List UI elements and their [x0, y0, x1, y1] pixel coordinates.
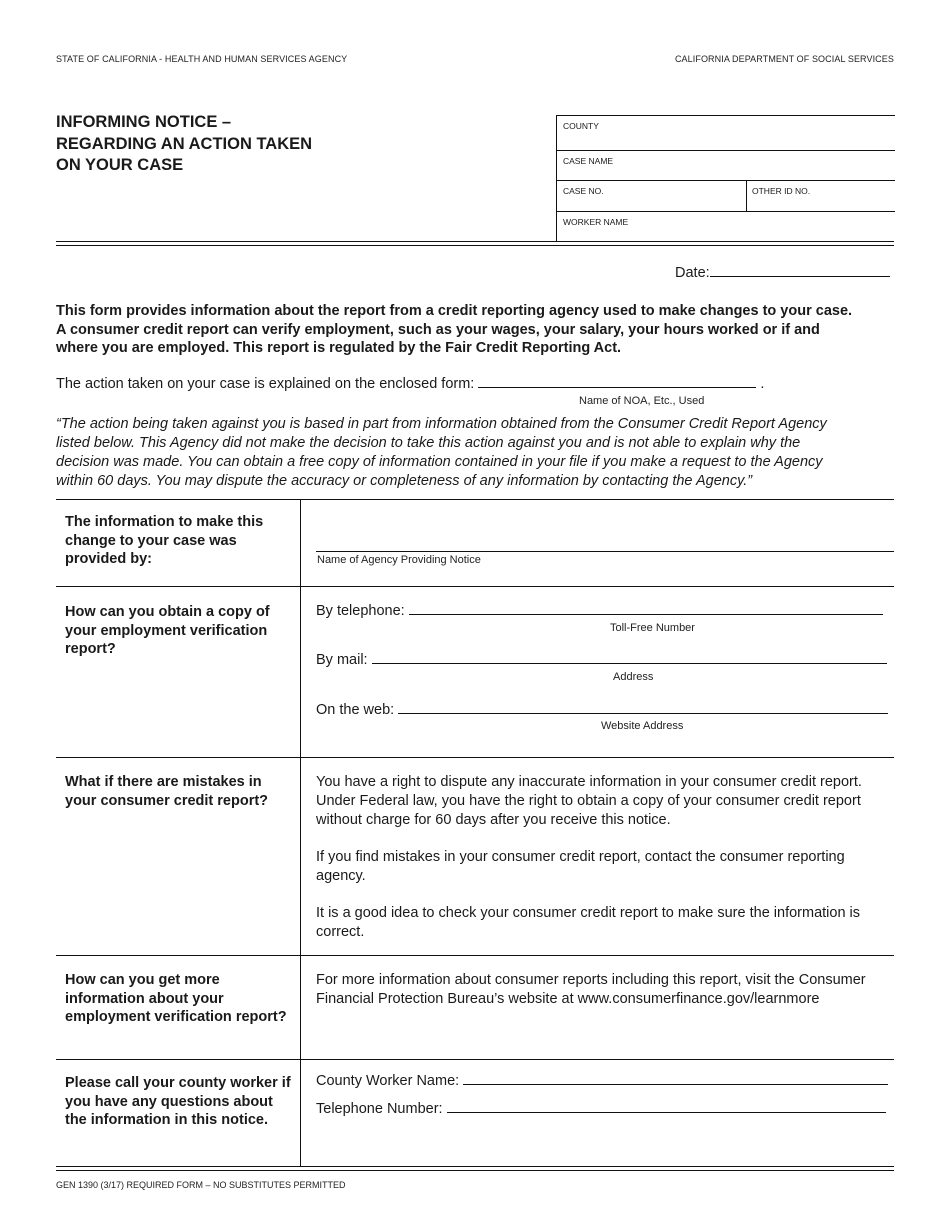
mail-line[interactable]: [372, 663, 887, 664]
row2-heading: How can you obtain a copy of your employment verification report?: [65, 604, 270, 657]
web-field[interactable]: [316, 702, 888, 718]
county-worker-line[interactable]: [463, 1084, 888, 1085]
quote-line-4: within 60 days. You may dispute the accuracy or completeness of any information by contacting the Agency.”: [56, 473, 753, 489]
header-divider: [56, 241, 894, 246]
row-divider-4: [56, 1059, 894, 1060]
agency-quote: [56, 415, 896, 491]
case-id-box: [556, 115, 895, 242]
date-label: Date:: [675, 265, 710, 281]
county-worker-field[interactable]: [316, 1073, 888, 1089]
quote-line-2: listed below. This Agency did not make the decision to take this action against you and is not able to explain why the: [56, 435, 801, 451]
row5-heading: Please call your county worker if you have any questions about the information in this notice.: [65, 1075, 291, 1128]
agency-name-caption: Name of Agency Providing Notice: [317, 554, 481, 566]
title-line-1: INFORMING NOTICE –: [56, 113, 232, 131]
county-field[interactable]: [557, 115, 895, 146]
row3-body: [316, 773, 896, 960]
web-caption: Website Address: [601, 720, 684, 732]
action-caption: Name of NOA, Etc., Used: [579, 395, 705, 407]
web-label: On the web:: [316, 702, 395, 718]
agency-left: STATE OF CALIFORNIA - HEALTH AND HUMAN SERVICES AGENCY: [56, 54, 348, 64]
table-bottom-border: [56, 1166, 894, 1171]
telephone-number-label: Telephone Number:: [316, 1101, 443, 1117]
intro-line-1: This form provides information about the report from a credit reporting agency used to make changes to your case.: [56, 303, 853, 319]
mistakes-paragraph: If you find mistakes in your consumer credit report, contact the consumer reporting agency.: [316, 849, 845, 884]
form-footer: GEN 1390 (3/17) REQUIRED FORM – NO SUBSTITUTES PERMITTED: [56, 1180, 346, 1190]
action-field[interactable]: [56, 376, 764, 392]
table-top-border: [56, 499, 894, 500]
telephone-caption: Toll-Free Number: [610, 622, 695, 634]
county-worker-label: County Worker Name:: [316, 1073, 460, 1089]
intro-paragraph: [56, 302, 896, 358]
case-name-label: CASE NAME: [563, 156, 614, 166]
telephone-number-field[interactable]: [316, 1101, 886, 1117]
web-line[interactable]: [398, 713, 888, 714]
telephone-number-line[interactable]: [447, 1112, 886, 1113]
form-title: [56, 112, 312, 177]
title-line-3: ON YOUR CASE: [56, 156, 184, 174]
date-line[interactable]: [710, 276, 890, 277]
quote-line-3: decision was made. You can obtain a free copy of information contained in your file if you make a request to the Agency: [56, 454, 823, 470]
check-paragraph: It is a good idea to check your consumer credit report to make sure the information is correct.: [316, 905, 861, 940]
telephone-field[interactable]: [316, 603, 883, 619]
quote-line-1: “The action being taken against you is based in part from information obtained from the Consumer Credit Report Agency: [56, 416, 827, 432]
telephone-label: By telephone:: [316, 603, 405, 619]
intro-line-3: where you are employed. This report is regulated by the Fair Credit Reporting Act.: [56, 340, 622, 356]
action-label: The action taken on your case is explained on the enclosed form:: [56, 376, 475, 392]
action-period: .: [760, 376, 765, 392]
worker-name-field[interactable]: [557, 211, 895, 242]
title-line-2: REGARDING AN ACTION TAKEN: [56, 134, 313, 153]
row1-heading: The information to make this change to your case was provided by:: [65, 514, 264, 567]
row-divider-2: [56, 757, 894, 758]
row3-heading: What if there are mistakes in your consumer credit report?: [65, 774, 269, 809]
case-name-field[interactable]: [557, 150, 895, 180]
dispute-paragraph: You have a right to dispute any inaccurate information in your consumer credit report. Under Federal law, you have the right to obtain a copy of your consumer credit report without charge for 60 days after you receive this notice.: [316, 774, 862, 828]
action-line[interactable]: [478, 387, 756, 388]
other-id-field[interactable]: [746, 181, 810, 211]
case-no-label: CASE NO.: [563, 186, 604, 196]
row-divider-1: [56, 586, 894, 587]
mail-field[interactable]: [316, 652, 887, 668]
worker-name-label: WORKER NAME: [563, 217, 629, 227]
row4-body: For more information about consumer reports including this report, visit the Consumer Financial Protection Bureau’s website at www.consumerfinance.gov/learnmore: [316, 972, 866, 1007]
telephone-line[interactable]: [409, 614, 883, 615]
table-column-divider: [300, 500, 301, 1167]
intro-line-2: A consumer credit report can verify employment, such as your wages, your salary, your hours worked or if and: [56, 321, 820, 338]
date-field[interactable]: [675, 265, 890, 281]
mail-caption: Address: [613, 671, 654, 683]
other-id-label: OTHER ID NO.: [752, 186, 811, 196]
agency-right: CALIFORNIA DEPARTMENT OF SOCIAL SERVICES: [674, 54, 894, 64]
mail-label: By mail:: [316, 652, 368, 668]
case-no-field[interactable]: [557, 180, 895, 211]
county-label: COUNTY: [563, 121, 599, 131]
agency-name-line[interactable]: [316, 551, 894, 552]
row4-heading: How can you get more information about your employment verification report?: [65, 972, 287, 1025]
